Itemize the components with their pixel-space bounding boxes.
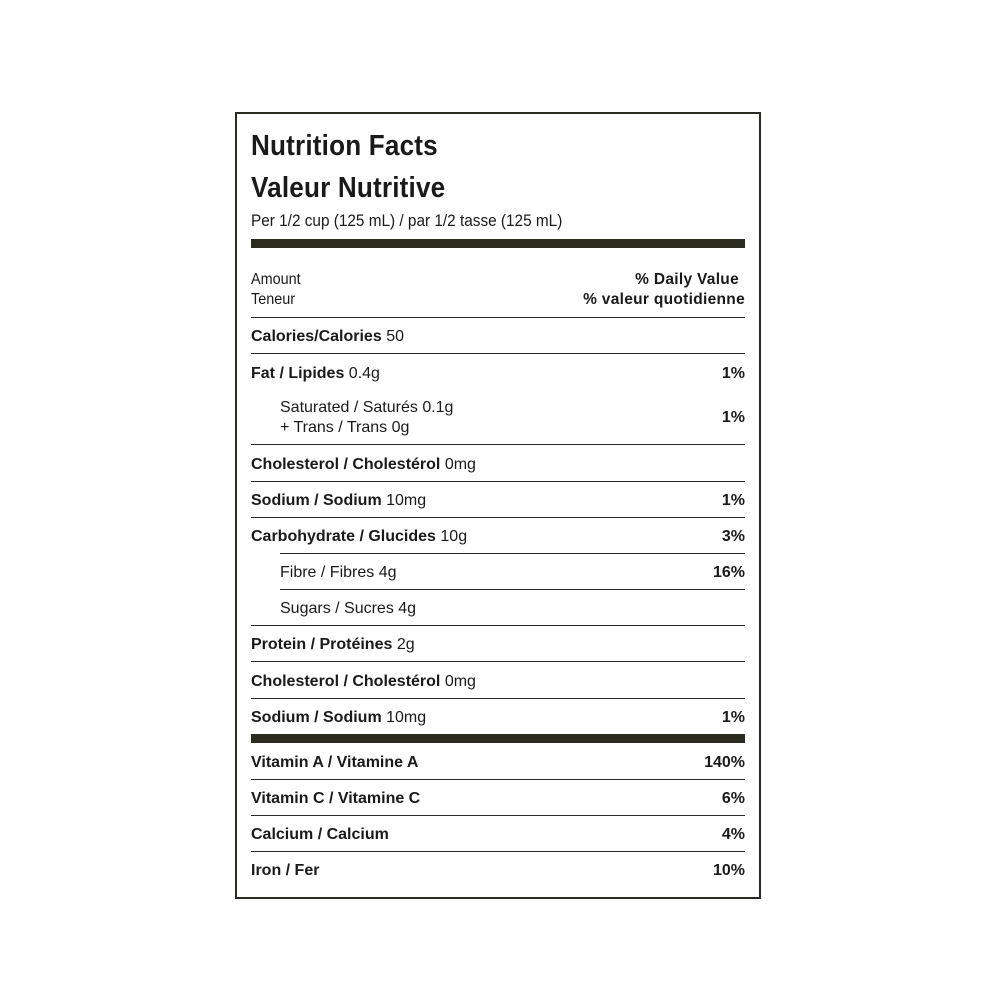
nutrient-row-sodium-2 — [251, 708, 426, 728]
vitamin-row-c: Vitamin C / Vitamine C — [251, 790, 421, 807]
nutrient-label: + Trans / Trans — [280, 419, 388, 436]
vitamin-row-a: Vitamin A / Vitamine A — [251, 754, 419, 771]
nutrient-row-fibre — [280, 563, 397, 583]
divider — [251, 317, 745, 318]
nutrient-dv: 1% — [721, 409, 745, 426]
amount-header — [251, 270, 301, 310]
divider — [251, 661, 745, 662]
divider — [251, 353, 745, 354]
vitamin-dv: 140% — [704, 754, 745, 771]
calories-row — [251, 327, 404, 347]
divider — [251, 517, 745, 518]
nutrient-row-cholesterol — [251, 455, 476, 475]
divider — [251, 698, 745, 699]
nutrient-amount: 0.1g — [422, 399, 454, 416]
nutrient-label: Saturated / Saturés — [280, 399, 418, 416]
daily-value-header — [583, 270, 745, 310]
nutrient-dv: 1% — [721, 492, 745, 509]
mineral-dv: 4% — [721, 826, 745, 843]
nutrient-dv: 3% — [721, 528, 745, 545]
calories-label: Calories/Calories — [251, 328, 382, 345]
nutrient-amount: 10mg — [386, 709, 427, 726]
divider — [251, 779, 745, 780]
mineral-dv: 10% — [712, 862, 745, 879]
label-content — [251, 114, 745, 897]
trans-line — [280, 418, 453, 438]
nutrient-label: Sodium / Sodium — [251, 492, 382, 509]
nutrient-label: Carbohydrate / Glucides — [251, 528, 436, 545]
nutrient-amount: 2g — [396, 636, 415, 653]
divider-indented — [280, 553, 745, 554]
nutrient-amount: 0mg — [444, 456, 476, 473]
divider-indented — [280, 589, 745, 590]
nutrient-row-fat — [251, 364, 380, 384]
nutrient-row-protein — [251, 635, 415, 655]
nutrient-amount: 10g — [440, 528, 468, 545]
divider — [251, 444, 745, 445]
divider — [251, 625, 745, 626]
nutrient-dv: 1% — [721, 365, 745, 382]
mineral-row-calcium: Calcium / Calcium — [251, 826, 389, 843]
daily-value-header-fr: % valeur quotidienne — [583, 291, 745, 308]
nutrient-amount: 4g — [398, 600, 417, 617]
title-french: Valeur Nutritive — [251, 172, 446, 204]
divider — [251, 851, 745, 852]
calories-value: 50 — [386, 328, 404, 345]
nutrient-row-sugars — [280, 599, 416, 619]
nutrient-label: Protein / Protéines — [251, 636, 393, 653]
nutrient-label: Cholesterol / Cholestérol — [251, 456, 441, 473]
vitamin-dv: 6% — [721, 790, 745, 807]
nutrient-dv: 16% — [712, 564, 745, 581]
nutrient-label: Cholesterol / Cholestérol — [251, 673, 441, 690]
thick-divider-vitamins — [251, 734, 745, 743]
nutrient-label: Fibre / Fibres — [280, 564, 375, 581]
nutrient-amount: 10mg — [386, 492, 427, 509]
thick-divider-top — [251, 239, 745, 248]
nutrient-label: Sodium / Sodium — [251, 709, 382, 726]
nutrient-label: Fat / Lipides — [251, 365, 345, 382]
daily-value-header-en: % Daily Value — [635, 271, 739, 288]
nutrient-label: Sugars / Sucres — [280, 600, 394, 617]
nutrient-amount: 4g — [378, 564, 397, 581]
nutrition-facts-label — [235, 112, 761, 899]
serving-size: Per 1/2 cup (125 mL) / par 1/2 tasse (125 mL) — [251, 212, 563, 230]
nutrient-dv: 1% — [721, 709, 745, 726]
nutrient-row-carbohydrate — [251, 527, 467, 547]
amount-header-fr: Teneur — [251, 291, 296, 308]
mineral-row-iron: Iron / Fer — [251, 862, 320, 879]
nutrient-amount: 0.4g — [348, 365, 380, 382]
nutrient-amount: 0g — [391, 419, 410, 436]
nutrient-row-cholesterol-2 — [251, 672, 476, 692]
nutrient-row-sodium — [251, 491, 426, 511]
nutrient-row-saturated-trans — [280, 398, 453, 438]
title-english: Nutrition Facts — [251, 130, 438, 162]
divider — [251, 481, 745, 482]
saturated-line — [280, 398, 453, 418]
nutrient-amount: 0mg — [444, 673, 476, 690]
amount-header-en: Amount — [251, 271, 301, 288]
divider — [251, 815, 745, 816]
